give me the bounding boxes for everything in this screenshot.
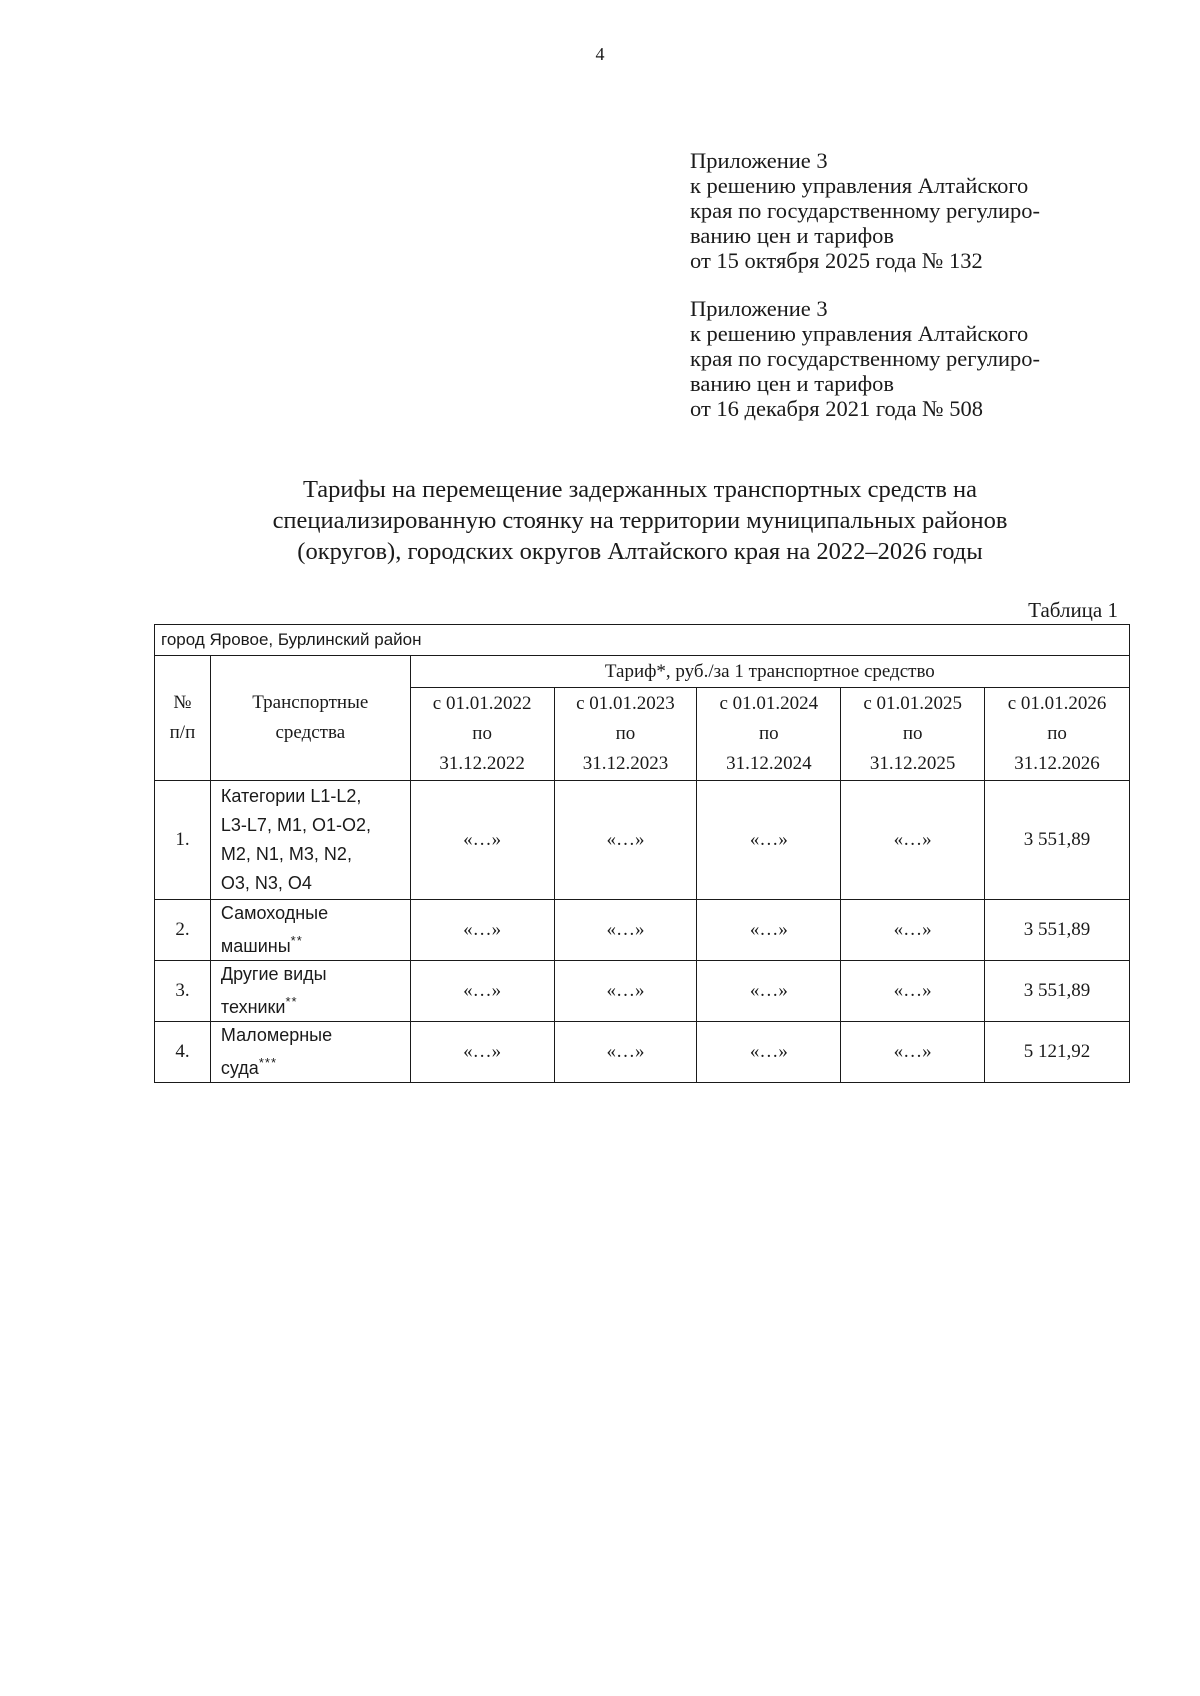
tariff-value: «…» bbox=[841, 1022, 985, 1083]
footnote-marker: ** bbox=[285, 994, 298, 1009]
tariff-value: «…» bbox=[554, 781, 697, 900]
period-start: с 01.01.2022 bbox=[432, 693, 532, 714]
period-to: по bbox=[758, 723, 779, 744]
title-line: Тарифы на перемещение задержанных транспортных средств на bbox=[302, 476, 978, 503]
period-end: 31.12.2025 bbox=[869, 753, 956, 774]
period-header bbox=[697, 688, 841, 781]
vehicle-type-line: Самоходные bbox=[220, 903, 329, 923]
title-line: (округов), городских округов Алтайского края на 2022–2026 годы bbox=[297, 538, 983, 565]
vehicle-type bbox=[210, 900, 410, 961]
tariff-value: «…» bbox=[410, 1022, 554, 1083]
appendix-line: Приложение 3 bbox=[690, 296, 828, 321]
tariff-value: 3 551,89 bbox=[985, 961, 1130, 1022]
tariff-value: «…» bbox=[697, 781, 841, 900]
vehicle-type-line: Маломерные bbox=[220, 1025, 333, 1045]
tariff-value: «…» bbox=[410, 961, 554, 1022]
table-row bbox=[155, 961, 1130, 1022]
vehicle-type-line: Другие виды bbox=[220, 964, 327, 984]
period-end: 31.12.2024 bbox=[726, 753, 812, 774]
table-caption: Таблица 1 bbox=[1028, 598, 1118, 622]
vehicle-type-line bbox=[221, 927, 410, 960]
period-header bbox=[985, 688, 1130, 781]
tariff-value: 5 121,92 bbox=[985, 1022, 1130, 1083]
appendix-line: Приложение 3 bbox=[690, 148, 828, 173]
vehicle-type bbox=[210, 1022, 410, 1083]
period-start: с 01.01.2026 bbox=[1007, 693, 1107, 714]
region-name: город Яровое, Бурлинский район bbox=[155, 625, 1130, 656]
appendix-line: края по государственному регулиро- bbox=[690, 346, 1041, 371]
tariff-value: «…» bbox=[841, 781, 985, 900]
tariff-value: «…» bbox=[554, 961, 697, 1022]
vehicles-header bbox=[210, 656, 410, 781]
tariff-value: 3 551,89 bbox=[985, 900, 1130, 961]
table-row bbox=[155, 900, 1130, 961]
appendix-line: от 15 октября 2025 года № 132 bbox=[690, 248, 983, 273]
row-number: 3. bbox=[155, 961, 211, 1022]
period-header bbox=[554, 688, 697, 781]
vehicles-header-line: средства bbox=[275, 722, 346, 743]
tariff-value: «…» bbox=[841, 900, 985, 961]
vehicle-type bbox=[210, 961, 410, 1022]
vehicle-type-line bbox=[221, 988, 410, 1021]
period-header bbox=[841, 688, 985, 781]
tariff-value: «…» bbox=[410, 781, 554, 900]
period-end: 31.12.2023 bbox=[582, 753, 669, 774]
appendix-line: к решению управления Алтайского bbox=[690, 173, 1029, 198]
number-header bbox=[155, 656, 211, 781]
row-number: 4. bbox=[155, 1022, 211, 1083]
period-to: по bbox=[902, 723, 923, 744]
appendix-line: ванию цен и тарифов bbox=[690, 223, 895, 248]
appendix-previous bbox=[690, 296, 1160, 421]
period-to: по bbox=[472, 723, 492, 744]
row-number: 1. bbox=[155, 781, 211, 900]
appendix-line: от 16 декабря 2021 года № 508 bbox=[690, 396, 984, 421]
tariff-value: «…» bbox=[410, 900, 554, 961]
page-number: 4 bbox=[595, 44, 605, 64]
tariff-value: «…» bbox=[554, 1022, 697, 1083]
title-line: специализированную стоянку на территории муниципальных районов bbox=[272, 507, 1008, 534]
period-start: с 01.01.2023 bbox=[576, 693, 675, 714]
vehicle-type-line: L3-L7, M1, O1-O2, bbox=[220, 815, 371, 835]
vehicle-type-line bbox=[221, 1049, 410, 1082]
appendix-line: к решению управления Алтайского bbox=[690, 321, 1029, 346]
tariff-value: «…» bbox=[841, 961, 985, 1022]
appendix-line: ванию цен и тарифов bbox=[690, 371, 895, 396]
period-to: по bbox=[615, 723, 636, 744]
vehicle-type-text: техники bbox=[220, 997, 286, 1017]
appendix-current bbox=[690, 148, 1160, 273]
number-header-line: п/п bbox=[169, 722, 196, 743]
period-start: с 01.01.2024 bbox=[719, 693, 819, 714]
tariff-value: «…» bbox=[697, 961, 841, 1022]
vehicle-type-text: машины bbox=[220, 936, 291, 956]
vehicles-header-line: Транспортные bbox=[252, 692, 369, 713]
period-start: с 01.01.2025 bbox=[863, 693, 963, 714]
table-row bbox=[155, 781, 1130, 900]
period-end: 31.12.2026 bbox=[1014, 753, 1100, 774]
vehicle-type-line: M2, N1, M3, N2, bbox=[220, 844, 352, 864]
tariff-value: «…» bbox=[697, 900, 841, 961]
period-to: по bbox=[1047, 723, 1067, 744]
tariff-header: Тариф*, руб./за 1 транспортное средство bbox=[410, 656, 1129, 688]
number-header-line: № bbox=[173, 692, 192, 713]
document-title bbox=[160, 474, 1120, 567]
table-row bbox=[155, 1022, 1130, 1083]
row-number: 2. bbox=[155, 900, 211, 961]
vehicle-type bbox=[210, 781, 410, 900]
tariffs-table bbox=[154, 624, 1130, 1083]
appendix-line: края по государственному регулиро- bbox=[690, 198, 1041, 223]
footnote-marker: *** bbox=[258, 1055, 278, 1070]
period-end: 31.12.2022 bbox=[439, 753, 525, 774]
vehicle-type-text: суда bbox=[220, 1058, 259, 1078]
footnote-marker: ** bbox=[290, 933, 303, 948]
vehicle-type-line: O3, N3, O4 bbox=[220, 873, 312, 893]
period-header bbox=[410, 688, 554, 781]
vehicle-type-line: Категории L1-L2, bbox=[220, 786, 362, 806]
tariff-value: «…» bbox=[554, 900, 697, 961]
tariff-value: «…» bbox=[697, 1022, 841, 1083]
tariff-value: 3 551,89 bbox=[985, 781, 1130, 900]
